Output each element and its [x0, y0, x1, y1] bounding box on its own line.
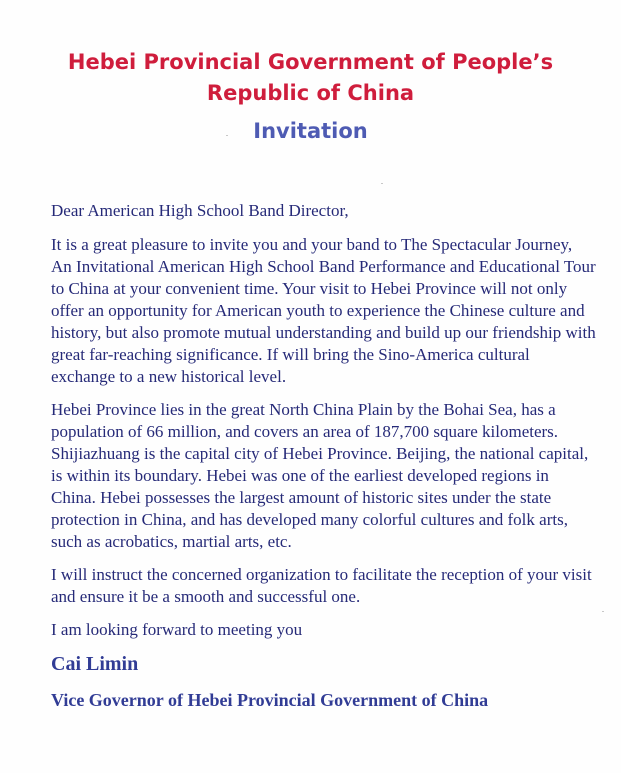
paragraph-province-description: Hebei Province lies in the great North China Plain by the Bohai Sea, has a population of 66 million, and covers an area of 187,700 square kilometers. Shijiazhuang is the capital city of Hebei Province. Beijing, the national capital, is within its boundary. Hebei was one of the earliest developed regions in China. Hebei possesses the largest amount of historic sites under the state protection in China, and has developed many colorful cultures and folk arts, such as acrobatics, martial arts, etc. [51, 400, 589, 551]
letter-title-line-1: Hebei Provincial Government of People’s [67, 50, 554, 74]
scan-speck [381, 183, 383, 184]
signer-name: Cai Limin [51, 653, 139, 675]
paragraph-invitation: It is a great pleasure to invite you and your band to The Spectacular Journey, An Invitational American High School Band Performance and Educational Tour to China at your convenient time. Your visit to Hebei Province will not only offer an opportunity for American youth to experience the Chinese culture and history, but also promote mutual understanding and build up our friendship with great far-reaching significance. If will bring the Sino-America cultural exchange to a new historical level. [51, 235, 596, 386]
signer-position: Vice Governor of Hebei Provincial Government of China [51, 690, 489, 710]
letter-title-line-2: Republic of China [206, 81, 415, 105]
salutation: Dear American High School Band Director, [51, 201, 349, 220]
letter-title [0, 47, 621, 109]
scan-speck [602, 611, 604, 612]
letter-subtitle: Invitation [253, 119, 368, 143]
scan-speck [226, 135, 228, 136]
letter-body [51, 200, 596, 652]
closing-line: I am looking forward to meeting you [51, 620, 303, 639]
paragraph-reception: I will instruct the concerned organization to facilitate the reception of your visit and ensure it be a smooth and successful one. [51, 565, 592, 606]
